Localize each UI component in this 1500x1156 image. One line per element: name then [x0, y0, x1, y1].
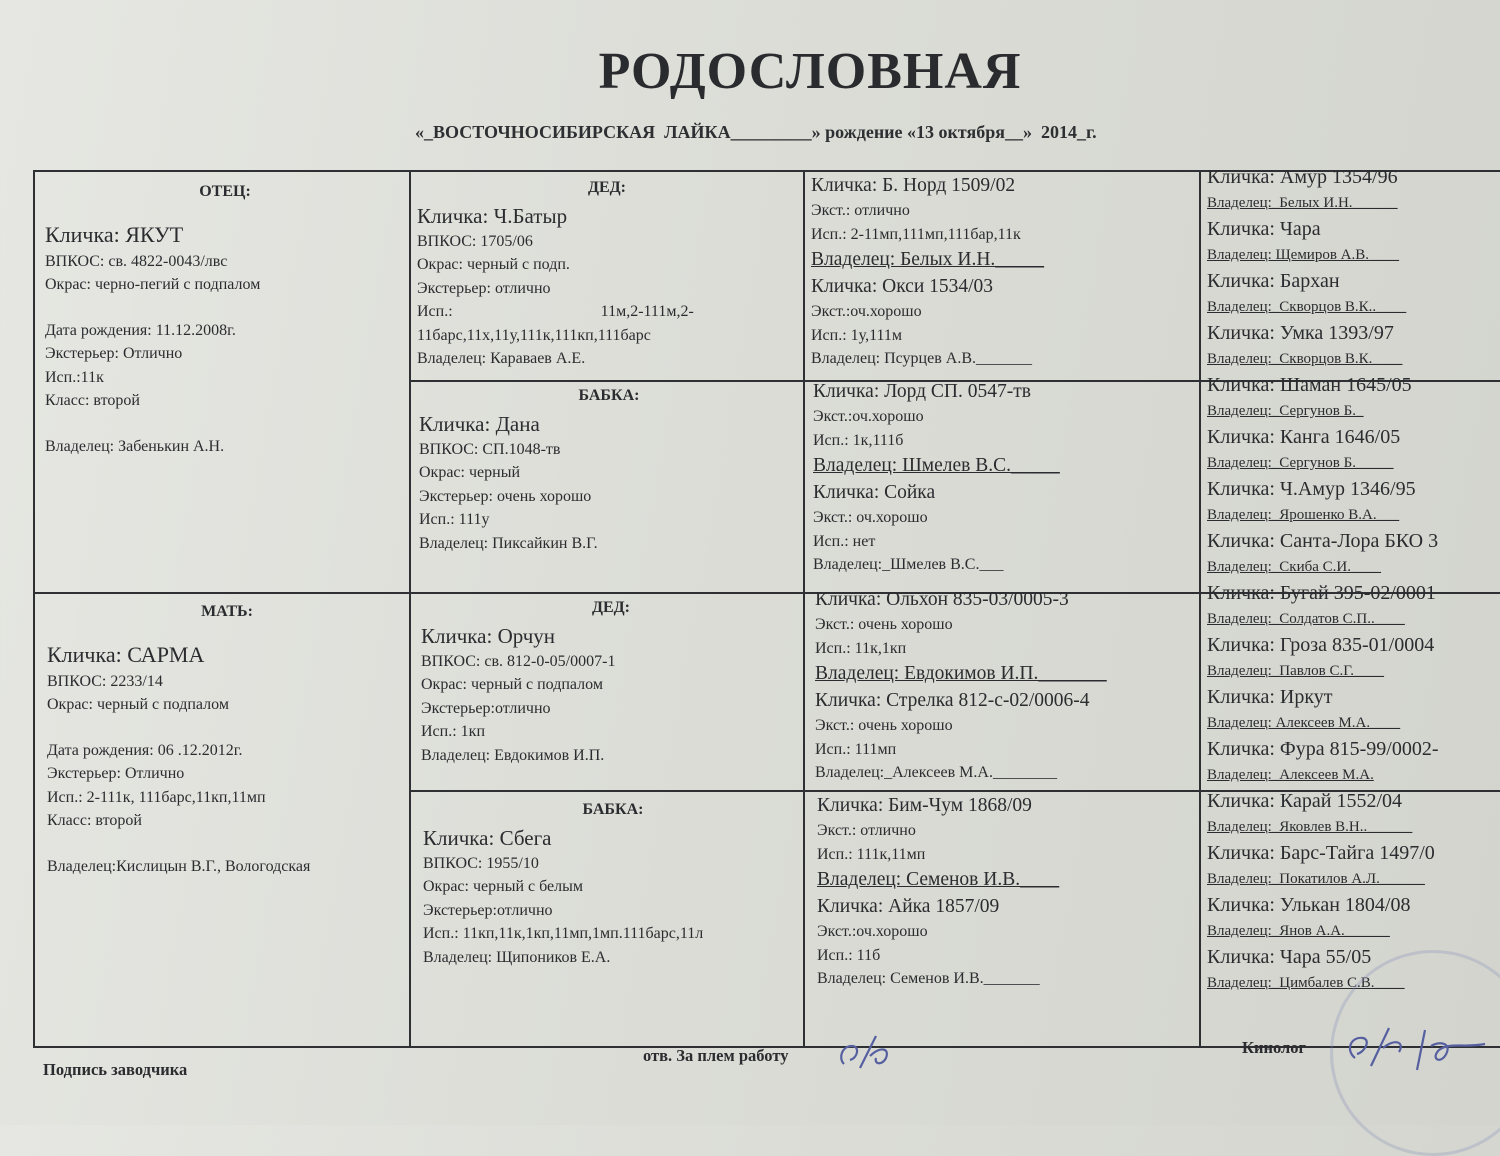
- ggp-nick: Кличка: Сойка: [813, 482, 936, 503]
- father-vpkos: ВПКОС: св. 4822-0043/лвс: [45, 252, 228, 270]
- gggp-nick: Кличка: Фура 815-99/0002-: [1207, 738, 1439, 760]
- gggp-owner: Владелец:_Скиба С.И.____: [1207, 559, 1381, 575]
- ggp-isp: Исп.: 1к,111б: [813, 431, 904, 449]
- mother-exterior: Экстерьер: Отлично: [47, 765, 185, 782]
- ggp-nick: Кличка: Ольхон 835-03/0005-3: [815, 589, 1069, 610]
- ggp-block-1: [811, 172, 1199, 371]
- gggp-owner: Владелец:_Покатилов А.Л.______: [1207, 871, 1425, 887]
- gggp-nick: Кличка: Санта-Лора БКО 3: [1207, 530, 1439, 552]
- gggp-nick: Кличка: Карай 1552/04: [1207, 790, 1403, 812]
- gggp-nick: Кличка: Умка 1393/97: [1207, 322, 1394, 344]
- gp1-isp-2: 11барс,11х,11у,111к,111кп,111барс: [417, 326, 651, 344]
- mother-class: Класс: второй: [47, 812, 142, 829]
- gp3-vpkos: ВПКОС: св. 812-0-05/0007-1: [421, 652, 616, 670]
- gggp-nick: Кличка: Гроза 835-01/0004: [1207, 634, 1435, 656]
- gggp-owner: Владелец:_Скворцов В.К.____: [1207, 351, 1403, 367]
- ggp-owner: Владелец: Семенов И.В.____: [817, 869, 1060, 890]
- father-header: ОТЕЦ:: [199, 183, 251, 200]
- father-owner: Владелец: Забенькин А.Н.: [45, 437, 225, 455]
- mother-isp: Исп.: 2-111к, 111барс,11кп,11мп: [47, 788, 266, 806]
- mother-vpkos: ВПКОС: 2233/14: [47, 672, 163, 690]
- father-color: Окрас: черно-пегий с подпалом: [45, 276, 261, 293]
- breed-birth-line: «_ВОСТОЧНОСИБИРСКАЯ ЛАЙКА_________» рождение «13 октября__» 2014_г.: [415, 122, 1097, 142]
- ggp-isp: Исп.: 111мп: [815, 740, 897, 758]
- mother-owner: Владелец:Кислицын В.Г., Вологодская: [47, 857, 311, 875]
- father-exterior: Экстерьер: Отлично: [45, 345, 183, 362]
- gggp-owner: Владелец:_Ярошенко В.А.___: [1207, 507, 1400, 523]
- gp4-color: Окрас: черный с белым: [423, 878, 583, 895]
- gggp-nick: Кличка: Барс-Тайга 1497/0: [1207, 842, 1435, 864]
- ggp-nick: Кличка: Айка 1857/09: [817, 896, 1000, 917]
- gggp-owner: Владелец:_Павлов С.Г.____: [1207, 663, 1384, 679]
- grandfather-maternal-cell: [421, 596, 801, 767]
- tribal-work-label: отв. За плем работу: [643, 1046, 789, 1065]
- gp1-color: Окрас: черный с подп.: [417, 256, 570, 273]
- great-great-grandparents-column: [1207, 164, 1500, 1040]
- gp3-isp: Исп.: 1кп: [421, 723, 485, 740]
- gggp-nick: Кличка: Шаман 1645/05: [1207, 374, 1412, 396]
- pedigree-table: [33, 166, 1500, 1048]
- gp4-header: БАБКА:: [582, 801, 644, 818]
- ggp-nick: Кличка: Бим-Чум 1868/09: [817, 795, 1032, 816]
- gggp-owner: Владелец:_Яковлев В.Н..______: [1207, 819, 1413, 835]
- gp1-header: ДЕД:: [587, 179, 626, 196]
- gggp-nick: Кличка: Улькан 1804/08: [1207, 894, 1411, 916]
- father-cell: [45, 180, 405, 458]
- gp4-nick: Кличка: Сбега: [423, 825, 552, 850]
- gggp-owner: Владелец:_Сергунов Б._____: [1207, 455, 1394, 471]
- document-title: РОДОСЛОВНАЯ: [598, 43, 1022, 100]
- ggp-ext: Экст.:оч.хорошо: [811, 303, 922, 320]
- ggp-ext: Экст.: отлично: [817, 822, 916, 839]
- ggp-owner: Владелец: Псурцев А.В._______: [811, 350, 1032, 367]
- father-class: Класс: второй: [45, 392, 140, 409]
- ggp-isp: Исп.: 111к,11мп: [817, 845, 926, 863]
- gggp-nick: Кличка: Канга 1646/05: [1207, 426, 1401, 448]
- gggp-nick: Кличка: Ч.Амур 1346/95: [1207, 478, 1416, 500]
- ggp-nick: Кличка: Окси 1534/03: [811, 276, 994, 297]
- gggp-owner: Владелец:_Алексеев М.А.: [1207, 767, 1374, 783]
- gp3-exterior: Экстерьер:отлично: [421, 699, 551, 717]
- gp3-owner: Владелец: Евдокимов И.П.: [421, 746, 605, 764]
- father-birth: Дата рождения: 11.12.2008г.: [45, 321, 236, 339]
- ggp-owner: Владелец: Семенов И.В._______: [817, 970, 1040, 987]
- gggp-nick: Кличка: Амур 1354/96: [1207, 166, 1398, 188]
- gggp-owner: Владелец:_Белых И.Н.______: [1207, 195, 1398, 211]
- signature-cynologist: [1335, 1018, 1500, 1088]
- father-nick: Кличка: ЯКУТ: [45, 221, 184, 247]
- ggp-isp: Исп.: нет: [813, 532, 876, 550]
- gp3-header: ДЕД:: [591, 599, 630, 616]
- ggp-owner: Владелец: Белых И.Н._____: [811, 249, 1045, 270]
- ggp-ext: Экст.:оч.хорошо: [813, 408, 924, 425]
- ggp-owner: Владелец:_Алексеев М.А.________: [815, 764, 1057, 781]
- gp2-vpkos: ВПКОС: СП.1048-тв: [419, 440, 561, 458]
- gggp-owner: Владелец:_Янов А.А.______: [1207, 923, 1390, 939]
- gp1-exterior: Экстерьер: отлично: [417, 279, 551, 297]
- ggp-isp: Исп.: 1у,111м: [811, 326, 902, 344]
- ggp-block-3: [815, 586, 1199, 785]
- ggp-nick: Кличка: Б. Норд 1509/02: [811, 175, 1016, 196]
- ggp-nick: Кличка: Стрелка 812-с-02/0006-4: [815, 690, 1090, 711]
- ggp-ext: Экст.:оч.хорошо: [817, 923, 928, 940]
- gggp-owner: Владелец:_Сергунов Б._: [1207, 403, 1364, 419]
- grandfather-paternal-cell: [417, 176, 797, 371]
- gp1-owner: Владелец: Караваев А.Е.: [417, 350, 586, 367]
- gggp-owner: Владелец: Алексеев М.А.____: [1207, 715, 1401, 731]
- gggp-nick: Кличка: Иркут: [1207, 686, 1333, 708]
- breeder-signature-label: Подпись заводчика: [43, 1060, 188, 1079]
- ggp-nick: Кличка: Лорд СП. 0547-тв: [813, 381, 1031, 402]
- gp4-isp: Исп.: 11кп,11к,1кп,11мп,1мп.111барс,11л: [423, 925, 704, 942]
- gp1-vpkos: ВПКОС: 1705/06: [417, 232, 533, 250]
- gp1-isp-1: Исп.: 11м,2-111м,2-: [417, 303, 694, 320]
- grandmother-maternal-cell: [423, 798, 803, 969]
- ggp-owner: Владелец: Шмелев В.С._____: [813, 455, 1060, 476]
- gp2-exterior: Экстерьер: очень хорошо: [419, 487, 592, 505]
- gp3-color: Окрас: черный с подпалом: [421, 676, 603, 693]
- mother-cell: [47, 600, 407, 878]
- gp1-nick: Кличка: Ч.Батыр: [417, 203, 568, 228]
- gggp-nick: Кличка: Чара: [1207, 218, 1321, 240]
- ggp-ext: Экст.: отлично: [811, 202, 910, 219]
- gggp-nick: Кличка: Чара 55/05: [1207, 946, 1372, 968]
- signature-tribal: [830, 1028, 910, 1078]
- gp2-header: БАБКА:: [578, 387, 640, 404]
- gggp-nick: Кличка: Бугай 395-02/0001: [1207, 582, 1436, 604]
- gp2-nick: Кличка: Дана: [419, 411, 540, 436]
- ggp-block-4: [817, 792, 1199, 991]
- ggp-isp: Исп.: 2-11мп,111мп,111бар,11к: [811, 225, 1021, 243]
- ggp-owner: Владелец:_Шмелев В.С.___: [813, 556, 1004, 573]
- ggp-isp: Исп.: 11б: [817, 946, 881, 964]
- mother-birth: Дата рождения: 06 .12.2012г.: [47, 741, 243, 759]
- gggp-owner: Владелец:_Скворцов В.К..____: [1207, 299, 1407, 315]
- gggp-owner: Владелец:_Солдатов С.П..____: [1207, 611, 1405, 627]
- ggp-ext: Экст.: оч.хорошо: [813, 509, 928, 526]
- gggp-nick: Кличка: Бархан: [1207, 270, 1340, 292]
- ggp-ext: Экст.: очень хорошо: [815, 717, 953, 734]
- ggp-ext: Экст.: очень хорошо: [815, 616, 953, 633]
- gp4-vpkos: ВПКОС: 1955/10: [423, 854, 539, 872]
- gp4-owner: Владелец: Щипоников Е.А.: [423, 948, 611, 966]
- ggp-owner: Владелец: Евдокимов И.П._______: [815, 663, 1107, 684]
- great-grandparents-column: [811, 172, 1199, 1048]
- gp2-owner: Владелец: Пиксайкин В.Г.: [419, 534, 598, 552]
- mother-header: МАТЬ:: [201, 603, 253, 620]
- ggp-isp: Исп.: 11к,1кп: [815, 639, 907, 657]
- mother-nick: Кличка: САРМА: [47, 641, 205, 667]
- ggp-block-2: [813, 378, 1199, 577]
- gggp-owner: Владелец:_Цимбалев С.В.____: [1207, 975, 1405, 991]
- gp2-isp: Исп.: 111у: [419, 511, 490, 528]
- gp4-exterior: Экстерьер:отлично: [423, 901, 553, 919]
- grandmother-paternal-cell: [419, 384, 799, 555]
- father-isp: Исп.:11к: [45, 368, 104, 386]
- gp3-nick: Кличка: Орчун: [421, 623, 556, 648]
- mother-color: Окрас: черный с подпалом: [47, 696, 229, 713]
- gp2-color: Окрас: черный: [419, 464, 520, 481]
- gggp-owner: Владелец: Щемиров А.В.____: [1207, 247, 1400, 263]
- cynologist-label: Кинолог: [1242, 1038, 1307, 1057]
